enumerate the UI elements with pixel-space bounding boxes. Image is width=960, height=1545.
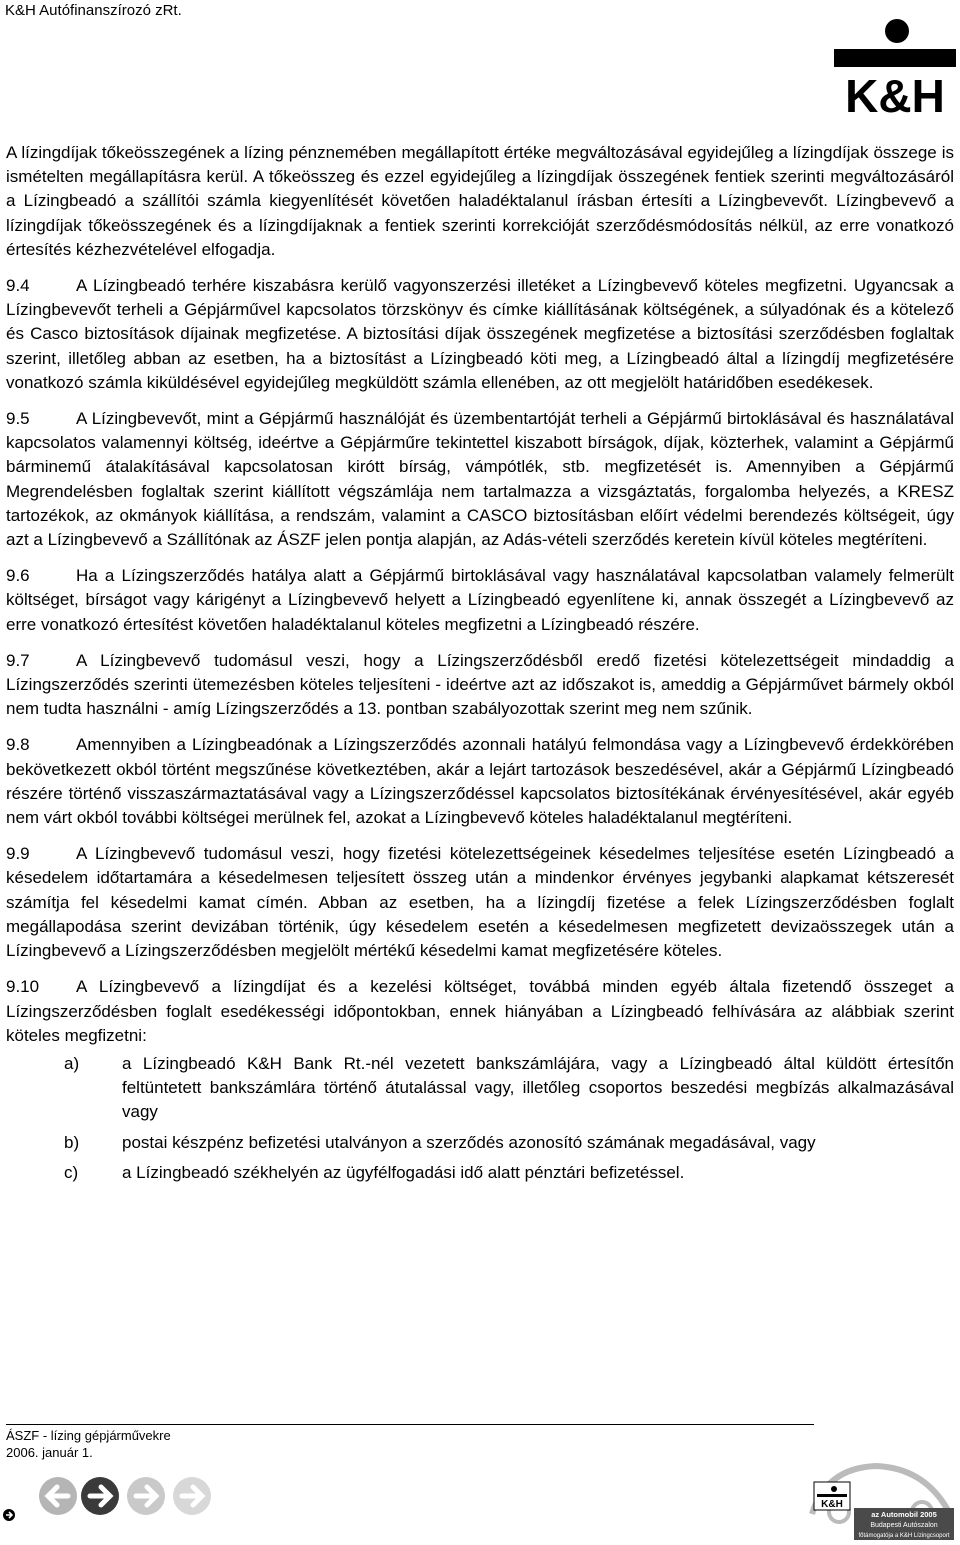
list-text: postai készpénz befizetési utalványon a szerződés azonosító számának megadásával, vagy	[122, 1132, 816, 1152]
footer-doc-title: ÁSZF - lízing gépjárművekre	[6, 1428, 171, 1443]
footer-date: 2006. január 1.	[6, 1445, 93, 1460]
small-next-arrow-icon[interactable]	[2, 1508, 16, 1522]
section-9-6	[6, 564, 954, 637]
section-number: 9.10	[6, 977, 40, 997]
section-number: 9.9	[6, 844, 30, 864]
badge-line-3: főtámogatója a K&H Lízingcsoport	[858, 1533, 950, 1539]
badge-line-1: az Automobil 2005	[871, 1510, 937, 1519]
section-text: A Lízingbevevő tudomásul veszi, hogy a Lízingszerződésből eredő fizetési kötelezettségeit mindaddig a Lízingszerződés szerinti ütemezésben köteles teljesíteni - ideértve azt az időszakot is, ameddig a Gépjárművet bármely okból nem tudta használni - amíg Lízingszerződés a 13. pontban szabályozottak szerint meg nem szűnik.	[6, 650, 954, 719]
section-number: 9.5	[6, 409, 30, 429]
list-item	[6, 1052, 954, 1125]
logo-text: K&H	[845, 70, 945, 116]
footer-divider	[6, 1424, 814, 1425]
section-number: 9.4	[6, 276, 30, 296]
list-text: a Lízingbeadó székhelyén az ügyfélfogadási idő alatt pénztári befizetéssel.	[122, 1162, 685, 1182]
list-item	[6, 1131, 954, 1155]
list-text: a Lízingbeadó K&H Bank Rt.-nél vezetett bankszámlájára, vagy a Lízingbeadó által küldött értesítőn feltüntetett bankszámlára történő átutalással vagy, illetőleg csoportos beszedési megbízás alkalmazásával vagy	[122, 1053, 954, 1122]
document-body	[6, 141, 954, 1191]
section-text: Amennyiben a Lízingbeadónak a Lízingszerződés azonnali hatályú felmondása vagy a Lízingbevevő érdekkörében bekövetkezett okból történt megszűnése következtében, akár a lejárt tartozások beszedésével, akár a Gépjármű Lízingbeadó részére történő visszaszármaztatásával vagy a Lízingszerződéssel kapcsolatos biztosítékának érvényesítésével, akár egyéb nem várt okból további költségei merülnek fel, azokat a Lízingbevevő köteles haladéktalanul megtéríteni.	[6, 735, 954, 828]
list-label: b)	[64, 1132, 80, 1152]
section-9-4	[6, 274, 954, 395]
company-name: K&H Autófinanszírozó zRt.	[5, 2, 182, 19]
intro-paragraph: A lízingdíjak tőkeösszegének a lízing pénznemében megállapított értéke megváltozásával egyidejűleg a lízingdíjak összege is ismételten megállapításra kerül. A tőkeösszeg és ezzel egyidejűleg a lízingdíjak összegének fentiek szerinti megváltozásáról a Lízingbeadó a szállítói számla kiegyenlítését követően haladéktalanul írásban értesíti a Lízingbevevőt. Lízingbevevő a lízingdíjak tőkeösszegének és a lízingdíjaknak a fentiek szerinti korrekcióját szerződésmódosítás nélkül, az erre vonatkozó értesítés kézhezvételével elfogadja.	[6, 143, 954, 259]
section-9-5	[6, 407, 954, 552]
next-page-icon[interactable]	[78, 1474, 122, 1518]
previous-page-icon[interactable]	[36, 1474, 80, 1518]
badge-line-2: Budapesti Autószalon	[870, 1522, 938, 1529]
list-label: a)	[64, 1053, 80, 1073]
section-number: 9.6	[6, 566, 30, 586]
last-page-icon[interactable]	[170, 1474, 214, 1518]
section-text: A Lízingbeadó terhére kiszabásra kerülő vagyonszerzési illetéket a Lízingbevevő köteles megfizetni. Ugyancsak a Lízingbevevőt terheli a Gépjárművel kapcsolatos törzskönyv és címke kiállításának költségének, a súlyadónak és a kötelező és Casco biztosítások díjainak megfizetése. A biztosítási díjak összegének megfizetése a biztosítási szerződésben foglaltak szerint, illetőleg abban az esetben, ha a biztosítást a Lízingbeadó köti meg, a Lízingbeadó által a lízingdíj megfizetésére vonatkozó számla kiküldésével egyidejűleg megküldött számla ellenében, az ott megjelölt határidőben esedékesek.	[6, 276, 954, 392]
section-text: A Lízingbevevőt, mint a Gépjármű használóját és üzembentartóját terheli a Gépjármű birtoklásával és használatával kapcsolatos valamennyi költség, ideértve a Gépjárműre tekintettel kiszabott bírságok, díjak, közterhek, valamint a Gépjármű bárminemű átalakításával kapcsolatosan kirótt bírság, vámpótlék, stb. megfizetését is. Amennyiben a Gépjármű Megrendelésben foglaltak szerint kiállított végszámlája nem tartalmazza a vizsgáztatás, forgalomba helyezés, a KRESZ tartozékok, az okmányok kiállítása, a rendszám, valamint a CASCO biztosításban előírt védelmi berendezés költségeit, úgy azt a Lízingbevevő a Szállítónak az ÁSZF jelen pontja alapján, az Adás-vételi szerződés keretein kívül köteles megtéríteni.	[6, 409, 954, 550]
section-text: A Lízingbevevő tudomásul veszi, hogy fizetési kötelezettségeinek késedelmes teljesítése esetén Lízingbeadó a késedelem időtartamára a késedelmesen teljesített összeg után a mindenkor érvényes jegybanki alapkamat kétszeresét számítja fel késedelmi kamat címén. Abban az esetben, ha a lízingdíj fizetése a felek Lízingszerződésben foglalt megállapodása szerint devizában történik, úgy késedelem esetén a késedelmesen megfizetett devizaösszegek után a Lízingbevevő a Lízingszerződésben megjelölt mértékű késedelmi kamat megfizetésére köteles.	[6, 844, 954, 961]
automobil-2005-badge	[806, 1458, 956, 1542]
list-item	[6, 1161, 954, 1185]
section-9-7	[6, 649, 954, 722]
forward-page-icon[interactable]	[124, 1474, 168, 1518]
section-text: A Lízingbevevő a lízingdíjat és a kezelési költséget, továbbá minden egyéb általa fizetendő összeget a Lízingszerződésben foglalt esedékességi időpontokban, ennek hiányában a Lízingbeadó felhívására az alábbiak szerint köteles megfizetni:	[6, 977, 954, 1045]
kh-logo	[834, 18, 956, 116]
payment-methods-list	[6, 1052, 954, 1185]
section-text: Ha a Lízingszerződés hatálya alatt a Gépjármű birtoklásával vagy használatával kapcsolatban valamely felmerült költséget, bírságot vagy kárigényt a Lízingbevevő helyett a Lízingbeadó egyenlítene ki, annak összegét a Lízingbevevő az erre vonatkozó értesítést követően haladéktalanul köteles megfizetni a Lízingbeadó részére.	[6, 566, 954, 634]
list-label: c)	[64, 1162, 79, 1182]
section-9-9	[6, 842, 954, 963]
section-number: 9.7	[6, 650, 30, 670]
section-number: 9.8	[6, 735, 30, 755]
section-9-10	[6, 975, 954, 1048]
section-9-8	[6, 733, 954, 830]
badge-logo: K&H	[821, 1499, 843, 1510]
